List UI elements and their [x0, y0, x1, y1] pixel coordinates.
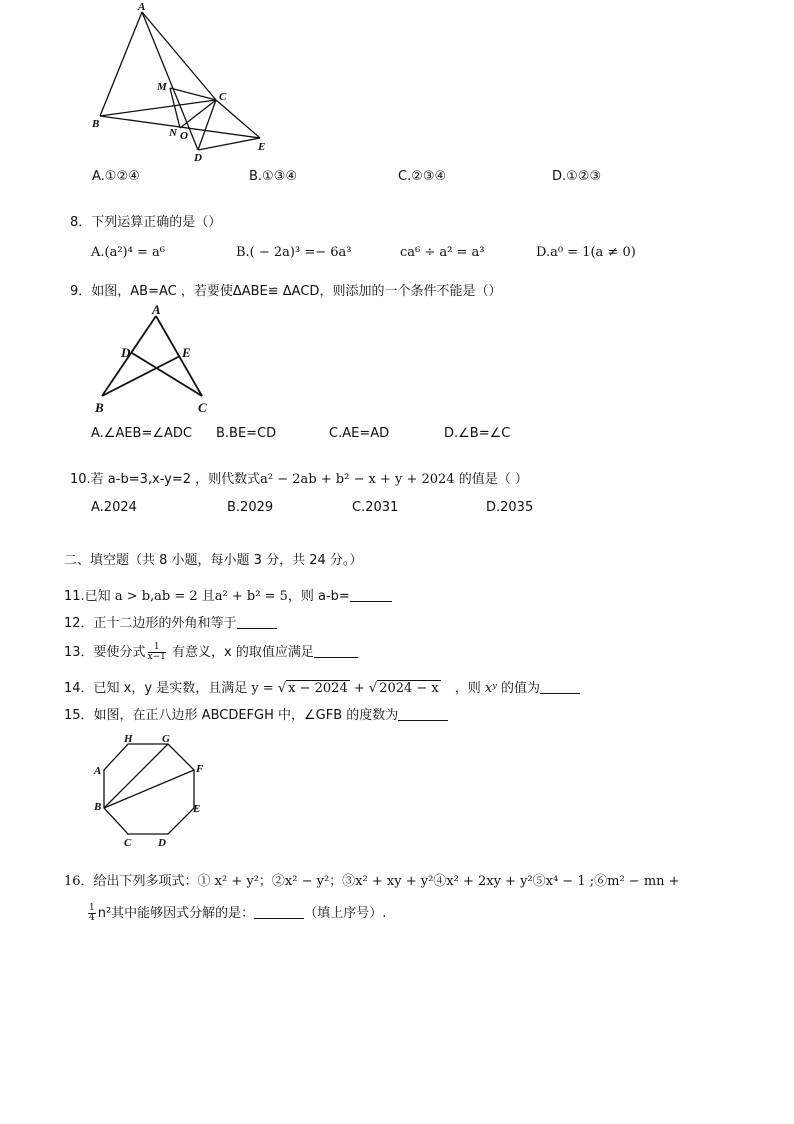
q15: [64, 704, 448, 723]
q13-fraction: [148, 643, 166, 662]
q9-label-a: A: [152, 302, 161, 317]
q15-label-c: C: [124, 837, 132, 849]
q7-label-m: M: [157, 81, 167, 93]
q14-sqrt-sign-2: √: [368, 681, 378, 696]
q10-expr: a² − 2ab + b² − x + y + 2024: [260, 472, 455, 487]
q16-fraction-denominator: 4: [89, 913, 95, 923]
q13: [64, 641, 358, 662]
q12-answer-blank[interactable]: [237, 616, 277, 629]
q15-label-d: D: [158, 837, 166, 849]
q7-label-b: B: [92, 118, 100, 130]
q14-radicand-2: 2024 − x: [379, 681, 439, 696]
q7-label-d: D: [194, 152, 202, 164]
q15-stem: 15．如图，在正八边形 ABCDEFGH 中，∠GFB 的度数为: [64, 708, 399, 723]
q15-label-g: G: [162, 733, 170, 745]
q7-option-c: C.②③④: [398, 169, 447, 184]
q9-label-e: E: [182, 345, 191, 360]
q7-option-d: D.①②③: [552, 169, 602, 184]
q7-label-e: E: [258, 141, 266, 153]
q15-label-b: B: [94, 801, 102, 813]
q11-answer-blank[interactable]: [350, 589, 392, 602]
q9-option-c: C.AE=AD: [329, 426, 390, 441]
q11-post: ，则 a-b=: [287, 589, 350, 604]
q14-y-eq: y =: [251, 681, 278, 696]
q15-label-a: A: [94, 765, 102, 777]
q12-text: 12．正十二边形的外角和等于: [64, 616, 237, 631]
q10-option-c: C.2031: [352, 500, 399, 515]
q11-pre: 11.已知: [64, 589, 115, 604]
q16-line1: 16．给出下列多项式：① x² + y²；②x² − y²；③x² + xy + y²④x² + 2xy + y²⑤x⁴ − 1 ;⑥m² − mn +: [64, 874, 680, 889]
q15-label-e: E: [193, 803, 201, 815]
q9-option-d: D.∠B=∠C: [444, 426, 511, 441]
q10-stem: [70, 468, 528, 487]
q11: [64, 585, 392, 604]
q9-figure: [88, 300, 228, 420]
q15-label-f: F: [196, 763, 204, 775]
q15-answer-blank[interactable]: [398, 708, 448, 721]
q16-tail: （填上序号）.: [304, 906, 387, 921]
q14-sqrt-sign-1: √: [277, 681, 287, 696]
q10-option-a: A.2024: [91, 500, 137, 515]
q14-pre: 14．已知 x，y 是实数，且满足: [64, 681, 252, 696]
q8-option-a: A.(a²)⁴ = a⁶: [91, 245, 165, 260]
q16-line2-text: n²其中能够因式分解的是：: [97, 906, 255, 921]
section-heading: 二、填空题（共 8 小题，每小题 3 分，共 24 分。）: [64, 553, 363, 568]
q7-option-b: B.①③④: [249, 169, 298, 184]
q9-option-b: B.BE=CD: [216, 426, 277, 441]
q13-pre: 13．要使分式: [64, 645, 146, 660]
q16-fraction: [88, 904, 96, 923]
q11-expr: a > b,ab = 2 且a² + b² = 5: [114, 589, 288, 604]
q13-fraction-denominator: x−1: [147, 652, 166, 662]
q15-octagon-figure: [92, 730, 212, 850]
q9-label-d: D: [121, 345, 131, 360]
q16-answer-blank[interactable]: [254, 906, 304, 919]
q7-option-a: A.①②④: [92, 169, 140, 184]
q13-post: 有意义，x 的取值应满足: [167, 645, 314, 660]
q16-line2: [86, 902, 386, 923]
q9-label-b: B: [95, 400, 104, 415]
q8-option-b: B.( − 2a)³ =− 6a³: [236, 245, 352, 260]
q7-label-a: A: [138, 1, 146, 13]
q7-label-o: O: [180, 130, 188, 142]
q8-option-d: D.a⁰ = 1(a ≠ 0): [536, 245, 636, 260]
q10-option-d: D.2035: [486, 500, 534, 515]
q14: [64, 677, 580, 696]
q14-post: ，则: [454, 681, 485, 696]
q7-figure: [88, 0, 278, 165]
q8-option-c: ca⁶ ÷ a² = a³: [400, 245, 485, 260]
q14-radicand-1: x − 2024: [288, 681, 348, 696]
q14-xy: xʸ: [484, 681, 497, 696]
q10-stem-b: 的值是（ ）: [454, 472, 528, 487]
q14-answer-blank[interactable]: [540, 681, 580, 694]
q9-stem: 9．如图，AB=AC ，若要使ΔABE≌ ΔACD，则添加的一个条件不能是（）: [70, 284, 502, 299]
q10-stem-a: 10.若 a-b=3,x-y=2 ，则代数式: [70, 472, 261, 487]
q13-fraction-numerator: 1: [148, 643, 166, 653]
q8-stem: 8．下列运算正确的是（）: [70, 215, 222, 230]
q15-label-h: H: [124, 733, 133, 745]
q13-answer-blank[interactable]: [314, 645, 358, 658]
q16-fraction-numerator: 1: [89, 903, 95, 913]
q7-label-c: C: [219, 91, 227, 103]
q10-option-b: B.2029: [227, 500, 274, 515]
q7-label-n: N: [169, 127, 177, 139]
q9-label-c: C: [198, 400, 207, 415]
q14-post2: 的值为: [496, 681, 540, 696]
q9-option-a: A.∠AEB=∠ADC: [91, 426, 193, 441]
q14-plus: +: [349, 681, 369, 696]
q12: [64, 612, 277, 631]
